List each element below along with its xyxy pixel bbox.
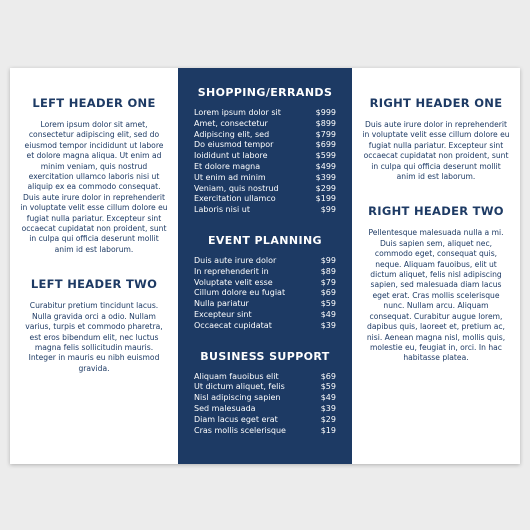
price-label: Adipiscing elit, sed xyxy=(194,129,270,139)
price-label: Lorem ipsum dolor sit xyxy=(194,108,281,117)
price-row xyxy=(194,205,336,216)
shopping-errands-heading: SHOPPING/ERRANDS xyxy=(197,86,333,99)
price-value: $499 xyxy=(315,161,336,171)
left-body-one: Lorem ipsum dolor sit amet, consectetur adipiscing elit, sed do eiusmod tempor incididunt ut labore et dolore magna aliqua. Ut enim ad minim veniam, quis nostrud exercitation ullamco laboris nisi ut aliquip ex ea commodo consequat. Duis aute irure dolor in reprehenderit in voluptate velit esse cillum dolore eu fugiat nulla pariatur. Excepteur sint occaecat cupidatat non proident, sunt in culpa qui officia deserunt mollit anim id est laborum. xyxy=(20,120,168,254)
price-label: Cras mollis scelerisque xyxy=(194,425,286,435)
price-value: $899 xyxy=(315,118,336,128)
price-row xyxy=(194,162,336,173)
price-value: $29 xyxy=(320,414,336,424)
price-label: Aliquam fauoibus elit xyxy=(194,371,279,381)
price-value: $49 xyxy=(320,393,336,403)
price-row xyxy=(194,267,336,278)
price-label: Duis aute irure dolor xyxy=(194,255,277,265)
flyer-sheet xyxy=(10,68,520,464)
price-value: $699 xyxy=(315,140,336,150)
event-planning-heading: EVENT PLANNING xyxy=(207,233,322,247)
price-value: $39 xyxy=(320,403,336,413)
event-price-list xyxy=(194,256,336,332)
left-header-two: LEFT HEADER TWO xyxy=(30,277,158,292)
price-value: $79 xyxy=(320,277,336,287)
price-value: $99 xyxy=(320,205,336,215)
price-row xyxy=(194,372,336,383)
left-column xyxy=(10,68,178,464)
price-value: $19 xyxy=(320,425,336,435)
price-label: Sed malesuada xyxy=(194,403,256,413)
left-header-one: LEFT HEADER ONE xyxy=(32,96,156,110)
price-label: Cillum dolore eu fugiat xyxy=(194,288,286,298)
price-row xyxy=(194,299,336,310)
price-label: Laboris nisi ut xyxy=(194,205,250,215)
price-value: $399 xyxy=(315,172,336,182)
price-label: Veniam, quis nostrud xyxy=(194,183,279,193)
right-header-one: RIGHT HEADER ONE xyxy=(369,96,503,110)
price-label: Voluptate velit esse xyxy=(194,277,273,287)
price-label: Ut enim ad minim xyxy=(194,172,266,182)
right-body-two: Pellentesque malesuada nulla a mi. Duis sapien sem, aliquet nec, commodo eget, consequat quis, neque. Aliquam fauoibus, elit ut dictum aliquet, felis nisl adipiscing sapien, sed malesuada diam lacus eget erat. Cras mollis scelerisque nunc. Nullam arcu. Aliquam consequat. Curabitur augue lorem, dapibus quis, laoreet et, pretium ac, nisi. Aenean magna nisl, mollis quis, molestie eu, feugiat in, orci. In hac habitasse platea. xyxy=(366,228,506,363)
price-label: Diam lacus eget erat xyxy=(194,414,278,424)
price-row xyxy=(194,415,336,426)
price-value: $89 xyxy=(320,266,336,276)
business-price-list xyxy=(194,372,336,437)
business-support-heading: BUSINESS SUPPORT xyxy=(200,349,330,363)
middle-column xyxy=(178,68,352,464)
price-label: Exercitation ullamco xyxy=(194,194,276,204)
price-row xyxy=(194,119,336,130)
price-row xyxy=(194,140,336,151)
price-row xyxy=(194,404,336,415)
price-value: $69 xyxy=(320,288,336,298)
price-label: Ioididunt ut labore xyxy=(194,151,268,161)
price-row xyxy=(194,382,336,393)
price-row xyxy=(194,108,336,119)
price-row xyxy=(194,194,336,205)
right-header-two: RIGHT HEADER TWO xyxy=(368,204,504,219)
price-value: $69 xyxy=(320,371,336,381)
price-value: $799 xyxy=(315,129,336,139)
price-label: Excepteur sint xyxy=(194,309,252,319)
price-row xyxy=(194,310,336,321)
price-value: $299 xyxy=(315,183,336,193)
price-value: $99 xyxy=(320,255,336,265)
price-label: Nisl adipiscing sapien xyxy=(194,393,281,403)
price-label: Et dolore magna xyxy=(194,161,261,171)
shopping-price-list xyxy=(194,108,336,216)
price-value: $59 xyxy=(320,299,336,309)
price-label: Do eiusmod tempor xyxy=(194,140,274,150)
price-value: $39 xyxy=(320,320,336,330)
price-row xyxy=(194,173,336,184)
left-body-two: Curabitur pretium tincidunt lacus. Nulla gravida orci a odio. Nullam varius, turpis et commodo pharetra, est eros bibendum elit, nec luctus magna felis sollicitudin mauris. Integer in mauris eu nibh euismod gravida. xyxy=(25,301,163,373)
price-row xyxy=(194,151,336,162)
price-row xyxy=(194,184,336,195)
price-row xyxy=(194,426,336,437)
price-row xyxy=(194,321,336,332)
price-label: Nulla pariatur xyxy=(194,299,249,309)
right-body-one: Duis aute irure dolor in reprehenderit in voluptate velit esse cillum dolore eu fugiat nulla pariatur. Excepteur sint occaecat cupidatat non proident, sunt in culpa qui officia deserunt mollit anim id est laborum. xyxy=(362,120,510,182)
price-row xyxy=(194,130,336,141)
price-row xyxy=(194,256,336,267)
right-column xyxy=(352,68,520,464)
price-value: $599 xyxy=(315,151,336,161)
price-label: Occaecat cupidatat xyxy=(194,320,272,330)
price-value: $49 xyxy=(320,309,336,319)
price-value: $999 xyxy=(315,108,336,117)
price-label: Ut dictum aliquet, felis xyxy=(194,382,285,392)
price-label: In reprehenderit in xyxy=(194,266,269,276)
price-row xyxy=(194,393,336,404)
price-value: $59 xyxy=(320,382,336,392)
price-row xyxy=(194,278,336,289)
price-label: Amet, consectetur xyxy=(194,118,268,128)
price-value: $199 xyxy=(315,194,336,204)
price-row xyxy=(194,288,336,299)
